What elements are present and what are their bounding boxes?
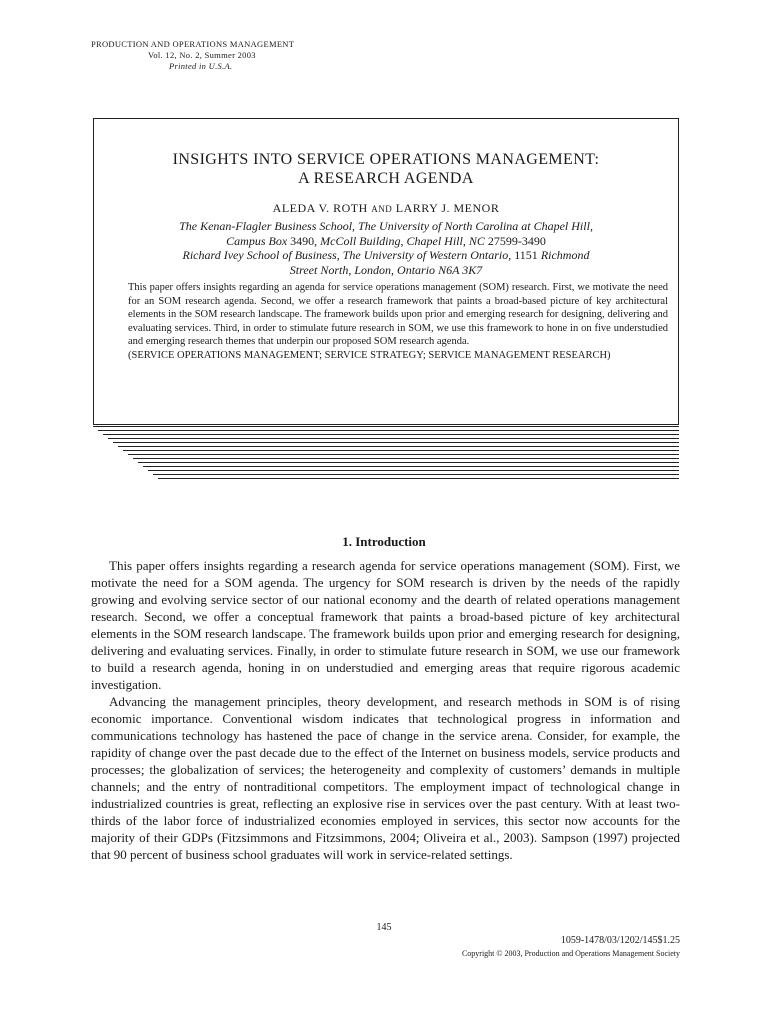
copyright-notice: Copyright © 2003, Production and Operations Management Society [461, 949, 680, 958]
abstract-text: This paper offers insights regarding an agenda for service operations management (SOM) research. First, we motivate the need for an SOM research agenda. Second, we offer a research framework that paints a broad-based picture of key architectural elements in the SOM research landscape. The framework builds upon prior and emerging research for designing, delivering and evaluating services. Third, in order to stimulate future research in SOM, we use this framework to hone in on five understudied and emerging research themes that underpin our proposed SOM research agenda. [128, 282, 668, 347]
keywords: (SERVICE OPERATIONS MANAGEMENT; SERVICE STRATEGY; SERVICE MANAGEMENT RESEARCH) [128, 349, 611, 361]
stripe-line [143, 466, 679, 467]
aff1-school: The Kenan-Flagler Business School [179, 219, 353, 233]
stripe-line [138, 462, 679, 463]
aff2-postal: N6A [438, 263, 460, 277]
stripe-line [98, 430, 679, 431]
stripe-line [118, 446, 679, 447]
aff1-box-label: Campus Box [226, 234, 288, 248]
stripe-line [133, 458, 679, 459]
affiliation-2: Richard Ivey School of Business, The University of Western Ontario, 1151 Richmond Street North, London, Ontario N6A 3K7 [182, 248, 590, 277]
stripe-line [128, 454, 679, 455]
stripe-line [158, 478, 679, 479]
aff2-school: Richard Ivey School of Business [182, 248, 337, 262]
title-line-1: INSIGHTS INTO SERVICE OPERATIONS MANAGEMENT: [172, 151, 600, 168]
paragraph: This paper offers insights regarding a research agenda for service operations management (SOM). First, we motivate the need for a SOM agenda. The urgency for SOM research is driven by the needs of the rapidly growing and evolving service sector of our national economy and the dearth of related operations management research. Second, we offer a conceptual framework that paints a broad-based picture of key architectural elements in the SOM research landscape. The framework builds upon prior and emerging research for designing, delivering and evaluating services. Finally, in order to stimulate future research in SOM, we use our framework to build a research agenda, honing in on understudied and emerging areas that require rigorous academic investigation. [91, 558, 680, 692]
page-number: 145 [376, 922, 392, 933]
journal-name: PRODUCTION AND OPERATIONS MANAGEMENT [91, 39, 295, 49]
aff2-street-rest: Street North [289, 263, 349, 277]
abstract [128, 281, 668, 362]
author-2: LARRY J. MENOR [395, 201, 500, 215]
aff2-street-name: Richmond [540, 248, 590, 262]
stripe-line [123, 450, 679, 451]
affiliation-1: The Kenan-Flagler Business School, The University of North Carolina at Chapel Hill, Campus Box 3490, McColl Building, Chapel Hill, NC 27599-3490 [179, 219, 593, 248]
aff1-zip: 27599-3490 [487, 234, 546, 248]
aff1-university: The University of North Carolina at Chapel Hill [358, 219, 590, 233]
decorative-stripes [93, 426, 679, 482]
stripe-line [108, 438, 679, 439]
aff2-street-number: 1151 [514, 248, 538, 262]
aff1-box-number: 3490 [290, 234, 315, 248]
section-heading: 1. Introduction [342, 534, 426, 549]
paragraph: Advancing the management principles, theory development, and research methods in SOM is of rising economic importance. Conventional wisdom indicates that technological progress in information and communications technology has hastened the pace of change in the service arena. Consider, for example, the rapidity of change over the past decade due to the effect of the Internet on business models, service products and processes; the globalization of services; the heterogeneity and complexity of customers’ demands in multiple channels; and the entry of nontraditional competitors. The employment impact of technological change in industrialized countries is great, reflecting an explosive rise in services over the past century. With at least two-thirds of the labor force of industrialized economies employed in services, this sector now accounts for the majority of their GDPs (Fitzsimmons and Fitzsimmons, 2004; Oliveira et al., 2003). Sampson (1997) projected that 90 percent of business school graduates will work in service-related settings. [91, 694, 680, 862]
aff1-building: McColl Building [320, 234, 401, 248]
journal-volume: Vol. 12, No. 2, Summer 2003 [148, 50, 256, 60]
stripe-line [148, 470, 679, 471]
author-line [94, 201, 678, 216]
journal-printed: Printed in U.S.A. [169, 61, 233, 71]
author-1: ALEDA V. ROTH [272, 201, 368, 215]
title-line-2: A RESEARCH AGENDA [298, 170, 474, 187]
aff1-state: NC [468, 234, 485, 248]
title-abstract-box [93, 118, 679, 425]
stripe-line [153, 474, 679, 475]
author-conjunction: AND [371, 204, 393, 214]
aff2-city: London [354, 263, 392, 277]
stripe-line [93, 426, 679, 427]
aff2-postal-2: 3K7 [462, 263, 483, 277]
stripe-line [113, 442, 679, 443]
aff2-university: The University of Western Ontario [342, 248, 509, 262]
issn-code: 1059-1478/03/1202/145$1.25 [560, 935, 680, 946]
aff2-province: Ontario [397, 263, 436, 277]
aff1-city: Chapel Hill [406, 234, 463, 248]
stripe-line [103, 434, 679, 435]
paper-title [94, 150, 678, 188]
body-text [91, 557, 680, 863]
journal-header [91, 39, 294, 72]
